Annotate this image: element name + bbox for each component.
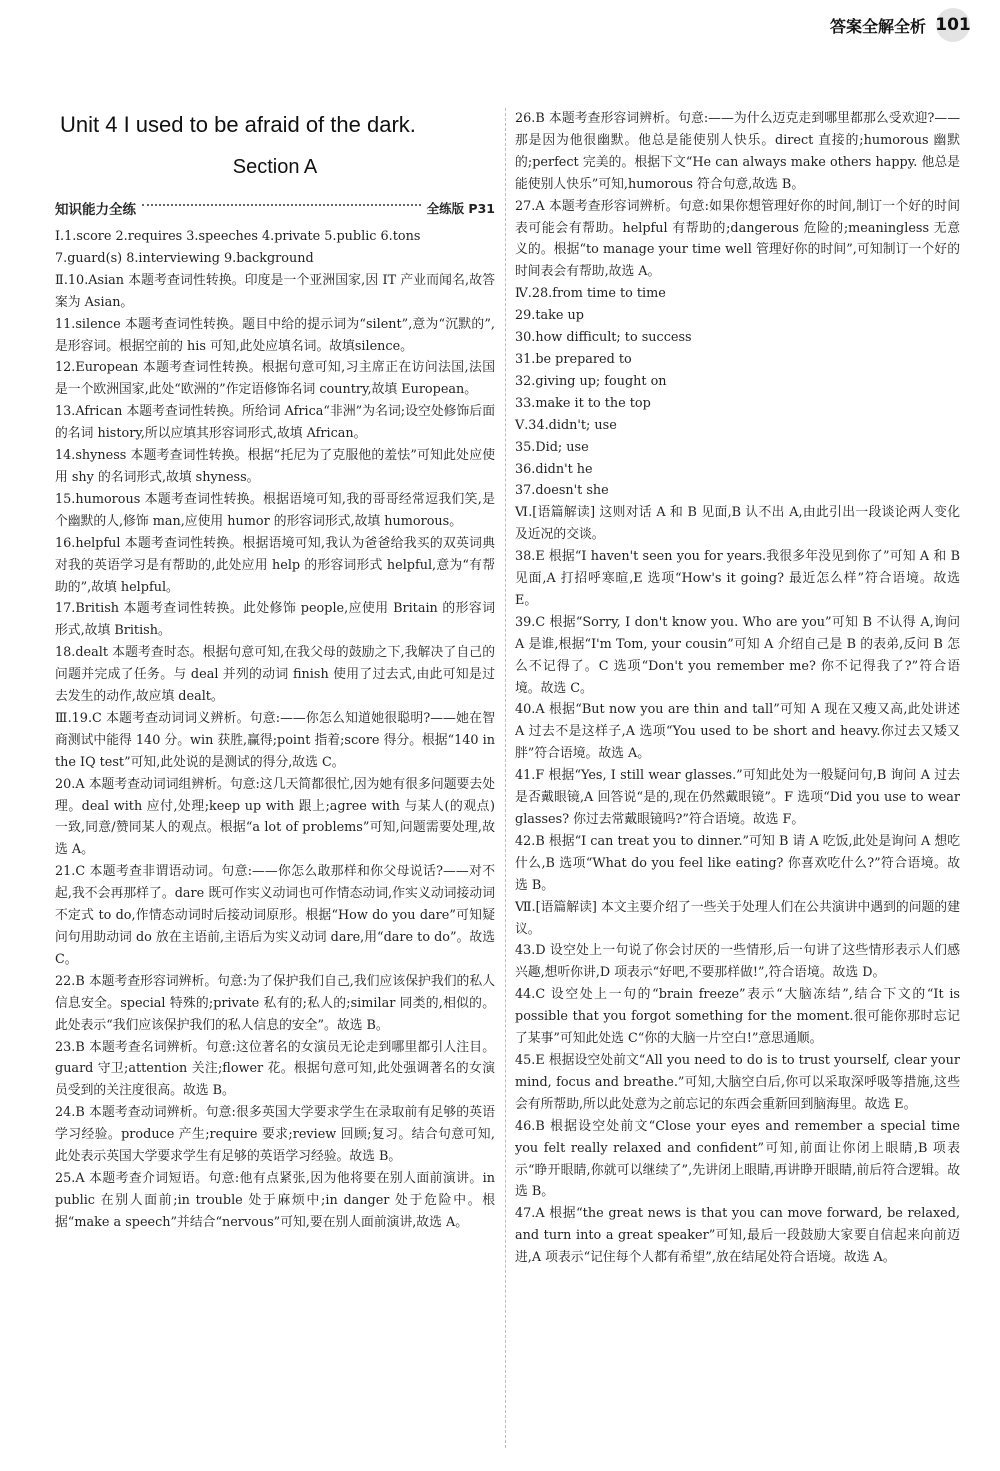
- right-column: [515, 108, 960, 1269]
- answer-entry: 26.B 本题考查形容词辨析。句意:——为什么迈克走到哪里都那么受欢迎?——那是因为他很幽默。他总是能使别人快乐。direct 直接的;humorous 幽默的;perfect 完美的。根据下文“He can always make others happy. 他总是能使别人快乐”可知,humorous 符合句意,故选 B。: [515, 111, 960, 192]
- answer-entry: 37.doesn't she: [515, 483, 609, 499]
- answer-entry: 27.A 本题考查形容词辨析。句意:如果你想管理好你的时间,制订一个好的时间表可能会有帮助。helpful 有帮助的;dangerous 危险的;meaningless 无意义的。根据“to manage your time well 管理好你的时间”,可知制订一个好的时间表会有帮助,故选 A。: [515, 198, 960, 280]
- answer-entry: 40.A 根据“But now you are thin and tall”可知 A 现在又瘦又高,此处讲述 A 过去不是这样子,A 选项“You used to be short and heavy.你过去又矮又胖”符合语境。故选 A。: [515, 702, 960, 762]
- answer-entry: Ⅲ.19.C 本题考查动词词义辨析。句意:——你怎么知道她很聪明?——她在智商测试中能得 140 分。win 获胜,赢得;point 指着;score 得分。根据“140 in the IQ test”可知,此处说的是测试的得分,故选 C。: [55, 710, 495, 770]
- answer-entry: 11.silence 本题考查词性转换。题目中给的提示词为“silent”,意为“沉默的”,是形容词。根据空前的 his 可知,此处应填名词。故填silence。: [55, 316, 495, 354]
- answer-entry: 17.British 本题考查词性转换。此处修饰 people,应使用 Britain 的形容词形式,故填 British。: [55, 601, 495, 639]
- page-number: 101: [936, 8, 970, 42]
- answer-entry: 12.European 本题考查词性转换。根据句意可知,习主席正在访问法国,法国是一个欧洲国家,此处“欧洲的”作定语修饰名词 country,故填 European。: [55, 360, 495, 398]
- answer-entry: 13.African 本题考查词性转换。所给词 Africa“非洲”为名词;设空处修饰后面的名词 history,所以应填其形容词形式,故填 African。: [55, 404, 495, 442]
- answer-entry: 23.B 本题考查名词辨析。句意:这位著名的女演员无论走到哪里都引人注目。guard 守卫;attention 关注;flower 花。根据句意可知,此处强调著名的女演员受到的关注度很高。故选 B。: [55, 1039, 495, 1099]
- answer-entry: 42.B 根据“I can treat you to dinner.”可知 B 请 A 吃饭,此处是询问 A 想吃什么,B 选项“What do you feel like eating? 你喜欢吃什么?”符合语境。故选 B。: [515, 833, 960, 893]
- practice-title: 知识能力全练: [55, 202, 136, 218]
- answer-entry: 21.C 本题考查非谓语动词。句意:——你怎么敢那样和你父母说话?——对不起,我不会再那样了。dare 既可作实义动词也可作情态动词,作实义动词接动词不定式 to do,作情态动词时后接动词原形。根据“How do you dare”可知疑问句用助动词 do 放在主语前,主语后为实义动词 dare,用“dare to do”。故选 C。: [55, 864, 495, 967]
- answer-entry: Ⅳ.28.from time to time: [515, 286, 666, 302]
- section-title: Section A: [232, 156, 318, 178]
- answer-entry: 44.C 设空处上一句的“brain freeze”表示“大脑冻结”,结合下文的“It is possible that you forgot something for the moment.很可能你那时忘记了某事”可知此处选 C“你的大脑一片空白!”意思通顺。: [515, 987, 960, 1047]
- answer-entry: Ⅶ.[语篇解读] 本文主要介绍了一些关于处理人们在公共演讲中遇到的问题的建议。: [515, 899, 960, 937]
- answer-entry: 33.make it to the top: [515, 395, 651, 411]
- answer-entry: 35.Did; use: [515, 439, 589, 455]
- answer-entry: 43.D 设空处上一句说了你会讨厌的一些情形,后一句讲了这些情形表示人们感兴趣,想听你讲,D 项表示“好吧,不要那样做!”,符合语境。故选 D。: [515, 943, 960, 981]
- practice-bar: [55, 198, 495, 218]
- answer-entry: 32.giving up; fought on: [515, 373, 667, 389]
- answer-entry: 22.B 本题考查形容词辨析。句意:为了保护我们自己,我们应该保护我们的私人信息安全。special 特殊的;private 私有的;私人的;similar 同类的,相似的。此处表示“我们应该保护我们的私人信息的安全”。故选 B。: [55, 973, 495, 1033]
- answer-entry: 25.A 本题考查介词短语。句意:他有点紧张,因为他将要在别人面前演讲。in public 在别人面前;in trouble 处于麻烦中;in danger 处于危险中。根据“make a speech”并结合“nervous”可知,要在别人面前演讲,故选 A。: [55, 1170, 495, 1230]
- answer-entry: 41.F 根据“Yes, I still wear glasses.”可知此处为一般疑问句,B 询问 A 过去是否戴眼镜,A 回答说“是的,现在仍然戴眼镜”。F 选项“Did you use to wear glasses? 你过去常戴眼镜吗?”符合语境。故选 F。: [515, 768, 960, 827]
- answer-entry: Ⅵ.[语篇解读] 这则对话 A 和 B 见面,B 认不出 A,由此引出一段谈论两人变化及近况的交谈。: [515, 505, 960, 543]
- answer-entry: 45.E 根据设空处前文“All you need to do is to trust yourself, clear your mind, focus and breathe.”可知,大脑空白后,你可以采取深呼吸等措施,这些会有所帮助,所以此处意为之前忘记的东西会重新回到脑海里。故选 E。: [515, 1052, 960, 1112]
- answer-entry: 16.helpful 本题考查词性转换。根据语境可知,我认为爸爸给我买的双英词典对我的英语学习是有帮助的,此处应用 help 的形容词形式 helpful,意为“有帮助的”,故填 helpful。: [55, 535, 495, 595]
- answer-entry: 29.take up: [515, 308, 584, 324]
- answer-entry: 18.dealt 本题考查时态。根据句意可知,在我父母的鼓励之下,我解决了自己的问题并完成了任务。与 deal 并列的动词 finish 使用了过去式,由此可知是过去发生的动作,故应填 dealt。: [55, 645, 495, 705]
- leader-dots: [142, 204, 421, 206]
- answer-entry: 24.B 本题考查动词辨析。句意:很多英国大学要求学生在录取前有足够的英语学习经验。produce 产生;require 要求;review 回顾;复习。结合句意可知,此处表示英国大学要求学生有足够的英语学习经验。故选 B。: [55, 1105, 495, 1165]
- header-label: 答案全解全析: [829, 16, 926, 36]
- answer-entry: 14.shyness 本题考查词性转换。根据“托尼为了克服他的羞怯”可知此处应使用 shy 的名词形式,故填 shyness。: [55, 448, 495, 485]
- answer-entry: 31.be prepared to: [515, 351, 632, 367]
- left-column: [55, 226, 495, 1234]
- answer-entry: 30.how difficult; to success: [515, 330, 692, 346]
- unit-title: Unit 4 I used to be afraid of the dark.: [60, 112, 416, 137]
- practice-ref: 全练版 P31: [426, 201, 495, 216]
- answer-entry: 38.E 根据“I haven't seen you for years.我很多年没见到你了”可知 A 和 B 见面,A 打招呼寒暄,E 选项“How's it going? 最近怎么样”符合语境。故选 E。: [515, 549, 960, 608]
- answer-entry: 20.A 本题考查动词词组辨析。句意:这几天简都很忙,因为她有很多问题要去处理。deal with 应付,处理;keep up with 跟上;agree with 与某人(的观点)一致,同意/赞同某人的观点。根据“a lot of problems”可知,问题需要处理,故选 A。: [55, 776, 495, 858]
- answer-entry: 39.C 根据“Sorry, I don't know you. Who are you”可知 B 不认得 A,询问 A 是谁,根据“I'm Tom, your cousin”可知 A 介绍自己是 B 的表弟,反问 B 怎么不记得了。C 选项“Don't you remember me? 你不记得我了?”符合语境。故选 C。: [515, 614, 960, 696]
- answer-entry: Ⅰ.1.score 2.requires 3.speeches 4.private 5.public 6.tons: [55, 229, 421, 244]
- answer-entry: Ⅴ.34.didn't; use: [515, 417, 617, 433]
- answer-entry: 36.didn't he: [515, 461, 593, 477]
- answer-entry: 46.B 根据设空处前文“Close your eyes and remember a special time you felt really relaxed and confident”可知,前面让你闭上眼睛,B 项表示“睁开眼睛,你就可以继续了”,先讲闭上眼睛,再讲睁开眼睛,前后符合逻辑。故选 B。: [515, 1118, 960, 1200]
- answer-entry: 47.A 根据“the great news is that you can move forward, be relaxed, and turn into a great speaker”可知,最后一段鼓励大家要自信起来向前迈进,A 项表示“记住每个人都有希望”,放在结尾处符合语境。故选 A。: [515, 1206, 960, 1266]
- column-divider: [505, 108, 506, 1448]
- answer-entry: 15.humorous 本题考查词性转换。根据语境可知,我的哥哥经常逗我们笑,是个幽默的人,修饰 man,应使用 humor 的形容词形式,故填 humorous。: [55, 491, 495, 529]
- page-header: [830, 8, 970, 42]
- answer-entry: 7.guard(s) 8.interviewing 9.background: [55, 250, 314, 266]
- answer-entry: Ⅱ.10.Asian 本题考查词性转换。印度是一个亚洲国家,因 IT 产业而闻名,故答案为 Asian。: [55, 272, 495, 310]
